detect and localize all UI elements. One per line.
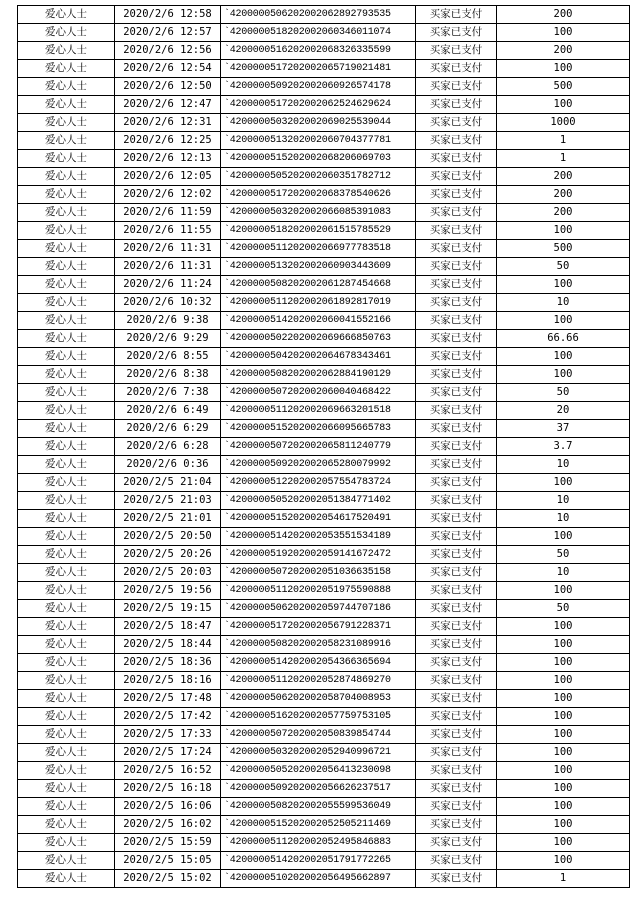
payment-time-cell: 2020/2/6 12:13 [115,150,221,168]
order-number-cell: `4200000506202002058704008953 [221,690,416,708]
payment-status-cell: 买家已支付 [416,240,497,258]
donor-name-cell: 爱心人士 [18,114,115,132]
donor-name-cell: 爱心人士 [18,564,115,582]
table-row [18,348,630,366]
order-number-cell: `4200000511202002066977783518 [221,240,416,258]
table-row [18,654,630,672]
amount-cell: 100 [497,672,630,690]
table-row [18,816,630,834]
payment-status-cell: 买家已支付 [416,258,497,276]
amount-cell: 100 [497,618,630,636]
donor-name-cell: 爱心人士 [18,582,115,600]
donor-name-cell: 爱心人士 [18,780,115,798]
donor-name-cell: 爱心人士 [18,654,115,672]
payment-status-cell: 买家已支付 [416,402,497,420]
amount-cell: 200 [497,42,630,60]
payment-time-cell: 2020/2/6 6:29 [115,420,221,438]
payment-time-cell: 2020/2/5 18:44 [115,636,221,654]
order-number-cell: `4200000512202002057554783724 [221,474,416,492]
table-row [18,6,630,24]
order-number-cell: `4200000509202002056626237517 [221,780,416,798]
payment-time-cell: 2020/2/6 12:50 [115,78,221,96]
donor-name-cell: 爱心人士 [18,222,115,240]
payment-status-cell: 买家已支付 [416,618,497,636]
payment-time-cell: 2020/2/5 19:15 [115,600,221,618]
donor-name-cell: 爱心人士 [18,618,115,636]
payment-status-cell: 买家已支付 [416,366,497,384]
table-row [18,780,630,798]
amount-cell: 10 [497,564,630,582]
order-number-cell: `4200000516202002068326335599 [221,42,416,60]
amount-cell: 100 [497,474,630,492]
donor-name-cell: 爱心人士 [18,816,115,834]
amount-cell: 1 [497,870,630,888]
payment-time-cell: 2020/2/6 11:59 [115,204,221,222]
table-row [18,294,630,312]
order-number-cell: `4200000502202002069666850763 [221,330,416,348]
amount-cell: 3.7 [497,438,630,456]
amount-cell: 500 [497,240,630,258]
table-row [18,114,630,132]
payment-status-cell: 买家已支付 [416,276,497,294]
amount-cell: 1000 [497,114,630,132]
amount-cell: 100 [497,834,630,852]
order-number-cell: `4200000507202002065811240779 [221,438,416,456]
payment-status-cell: 买家已支付 [416,420,497,438]
payment-status-cell: 买家已支付 [416,204,497,222]
amount-cell: 100 [497,690,630,708]
table-row [18,726,630,744]
payment-time-cell: 2020/2/5 21:01 [115,510,221,528]
amount-cell: 100 [497,60,630,78]
table-row [18,636,630,654]
payment-time-cell: 2020/2/6 11:24 [115,276,221,294]
donor-name-cell: 爱心人士 [18,402,115,420]
amount-cell: 200 [497,168,630,186]
payment-time-cell: 2020/2/5 16:02 [115,816,221,834]
table-row [18,690,630,708]
donor-name-cell: 爱心人士 [18,456,115,474]
ledger-body [18,6,630,888]
amount-cell: 20 [497,402,630,420]
order-number-cell: `4200000507202002060040468422 [221,384,416,402]
payment-time-cell: 2020/2/5 15:02 [115,870,221,888]
amount-cell: 100 [497,222,630,240]
table-row [18,438,630,456]
order-number-cell: `4200000517202002062524629624 [221,96,416,114]
donor-name-cell: 爱心人士 [18,870,115,888]
table-row [18,870,630,888]
amount-cell: 100 [497,366,630,384]
amount-cell: 100 [497,852,630,870]
order-number-cell: `4200000508202002061287454668 [221,276,416,294]
table-row [18,42,630,60]
order-number-cell: `4200000513202002060704377781 [221,132,416,150]
payment-time-cell: 2020/2/6 12:47 [115,96,221,114]
payment-time-cell: 2020/2/6 11:31 [115,240,221,258]
payment-time-cell: 2020/2/6 0:36 [115,456,221,474]
amount-cell: 1 [497,132,630,150]
amount-cell: 100 [497,312,630,330]
payment-time-cell: 2020/2/5 17:33 [115,726,221,744]
payment-status-cell: 买家已支付 [416,150,497,168]
payment-status-cell: 买家已支付 [416,780,497,798]
payment-status-cell: 买家已支付 [416,708,497,726]
amount-cell: 10 [497,510,630,528]
order-number-cell: `4200000514202002053551534189 [221,528,416,546]
order-number-cell: `4200000519202002059141672472 [221,546,416,564]
payment-status-cell: 买家已支付 [416,816,497,834]
payment-status-cell: 买家已支付 [416,456,497,474]
payment-status-cell: 买家已支付 [416,6,497,24]
payment-time-cell: 2020/2/5 15:05 [115,852,221,870]
donor-name-cell: 爱心人士 [18,420,115,438]
payment-status-cell: 买家已支付 [416,798,497,816]
payment-time-cell: 2020/2/6 11:55 [115,222,221,240]
table-row [18,510,630,528]
amount-cell: 100 [497,528,630,546]
payment-time-cell: 2020/2/5 20:50 [115,528,221,546]
payment-status-cell: 买家已支付 [416,114,497,132]
payment-time-cell: 2020/2/5 18:16 [115,672,221,690]
donor-name-cell: 爱心人士 [18,168,115,186]
table-row [18,276,630,294]
amount-cell: 200 [497,6,630,24]
order-number-cell: `4200000505202002051384771402 [221,492,416,510]
payment-time-cell: 2020/2/6 9:38 [115,312,221,330]
table-row [18,492,630,510]
order-number-cell: `4200000514202002060041552166 [221,312,416,330]
amount-cell: 37 [497,420,630,438]
table-row [18,186,630,204]
payment-status-cell: 买家已支付 [416,762,497,780]
payment-time-cell: 2020/2/6 12:25 [115,132,221,150]
donor-name-cell: 爱心人士 [18,492,115,510]
payment-time-cell: 2020/2/6 12:56 [115,42,221,60]
amount-cell: 100 [497,762,630,780]
payment-status-cell: 买家已支付 [416,744,497,762]
payment-status-cell: 买家已支付 [416,528,497,546]
payment-status-cell: 买家已支付 [416,96,497,114]
amount-cell: 100 [497,654,630,672]
payment-status-cell: 买家已支付 [416,492,497,510]
order-number-cell: `4200000511202002051975590888 [221,582,416,600]
payment-status-cell: 买家已支付 [416,186,497,204]
table-row [18,600,630,618]
table-row [18,384,630,402]
payment-time-cell: 2020/2/6 8:38 [115,366,221,384]
payment-time-cell: 2020/2/6 7:38 [115,384,221,402]
amount-cell: 100 [497,816,630,834]
donor-name-cell: 爱心人士 [18,384,115,402]
donor-name-cell: 爱心人士 [18,60,115,78]
table-row [18,60,630,78]
payment-time-cell: 2020/2/6 12:54 [115,60,221,78]
donor-name-cell: 爱心人士 [18,186,115,204]
donor-name-cell: 爱心人士 [18,834,115,852]
payment-status-cell: 买家已支付 [416,834,497,852]
donor-name-cell: 爱心人士 [18,528,115,546]
amount-cell: 66.66 [497,330,630,348]
donor-name-cell: 爱心人士 [18,42,115,60]
table-row [18,312,630,330]
donor-name-cell: 爱心人士 [18,510,115,528]
order-number-cell: `4200000504202002064678343461 [221,348,416,366]
order-number-cell: `4200000517202002065719021481 [221,60,416,78]
payment-status-cell: 买家已支付 [416,852,497,870]
payment-status-cell: 买家已支付 [416,312,497,330]
table-row [18,150,630,168]
donor-name-cell: 爱心人士 [18,294,115,312]
donor-name-cell: 爱心人士 [18,330,115,348]
order-number-cell: `4200000503202002069025539044 [221,114,416,132]
donor-name-cell: 爱心人士 [18,672,115,690]
donor-name-cell: 爱心人士 [18,276,115,294]
amount-cell: 100 [497,744,630,762]
table-row [18,132,630,150]
payment-status-cell: 买家已支付 [416,330,497,348]
amount-cell: 10 [497,294,630,312]
order-number-cell: `4200000514202002051791772265 [221,852,416,870]
payment-time-cell: 2020/2/5 16:06 [115,798,221,816]
order-number-cell: `4200000511202002052874869270 [221,672,416,690]
table-row [18,222,630,240]
payment-status-cell: 买家已支付 [416,78,497,96]
amount-cell: 200 [497,186,630,204]
order-number-cell: `4200000517202002056791228371 [221,618,416,636]
order-number-cell: `4200000506202002059744707186 [221,600,416,618]
amount-cell: 100 [497,582,630,600]
order-number-cell: `4200000509202002065280079992 [221,456,416,474]
order-number-cell: `4200000515202002052505211469 [221,816,416,834]
table-row [18,240,630,258]
donor-name-cell: 爱心人士 [18,24,115,42]
payment-time-cell: 2020/2/5 15:59 [115,834,221,852]
payment-time-cell: 2020/2/6 12:57 [115,24,221,42]
order-number-cell: `4200000516202002057759753105 [221,708,416,726]
table-row [18,330,630,348]
table-row [18,78,630,96]
payment-time-cell: 2020/2/5 19:56 [115,582,221,600]
table-row [18,366,630,384]
amount-cell: 100 [497,726,630,744]
order-number-cell: `4200000518202002060346011074 [221,24,416,42]
order-number-cell: `4200000517202002068378540626 [221,186,416,204]
donor-name-cell: 爱心人士 [18,546,115,564]
payment-status-cell: 买家已支付 [416,348,497,366]
order-number-cell: `4200000503202002066085391083 [221,204,416,222]
amount-cell: 100 [497,96,630,114]
table-row [18,204,630,222]
table-row [18,798,630,816]
payment-status-cell: 买家已支付 [416,582,497,600]
order-number-cell: `4200000507202002051036635158 [221,564,416,582]
amount-cell: 500 [497,78,630,96]
payment-time-cell: 2020/2/6 10:32 [115,294,221,312]
amount-cell: 1 [497,150,630,168]
table-row [18,474,630,492]
donor-name-cell: 爱心人士 [18,474,115,492]
payment-status-cell: 买家已支付 [416,654,497,672]
table-row [18,618,630,636]
payment-status-cell: 买家已支付 [416,168,497,186]
donor-name-cell: 爱心人士 [18,690,115,708]
payment-time-cell: 2020/2/6 11:31 [115,258,221,276]
payment-time-cell: 2020/2/5 17:48 [115,690,221,708]
table-row [18,402,630,420]
payment-time-cell: 2020/2/5 20:26 [115,546,221,564]
order-number-cell: `4200000511202002069663201518 [221,402,416,420]
donor-name-cell: 爱心人士 [18,312,115,330]
table-row [18,168,630,186]
amount-cell: 50 [497,258,630,276]
order-number-cell: `4200000515202002066095665783 [221,420,416,438]
amount-cell: 10 [497,492,630,510]
order-number-cell: `4200000515202002054617520491 [221,510,416,528]
amount-cell: 100 [497,636,630,654]
donor-name-cell: 爱心人士 [18,240,115,258]
payment-time-cell: 2020/2/5 17:42 [115,708,221,726]
amount-cell: 100 [497,780,630,798]
table-row [18,708,630,726]
payment-status-cell: 买家已支付 [416,510,497,528]
donation-ledger-table [17,5,630,888]
order-number-cell: `4200000511202002052495846883 [221,834,416,852]
amount-cell: 200 [497,204,630,222]
donor-name-cell: 爱心人士 [18,762,115,780]
order-number-cell: `4200000508202002055599536049 [221,798,416,816]
payment-time-cell: 2020/2/5 18:47 [115,618,221,636]
order-number-cell: `4200000506202002062892793535 [221,6,416,24]
payment-time-cell: 2020/2/6 12:31 [115,114,221,132]
donor-name-cell: 爱心人士 [18,96,115,114]
payment-time-cell: 2020/2/5 16:52 [115,762,221,780]
payment-status-cell: 买家已支付 [416,24,497,42]
payment-status-cell: 买家已支付 [416,384,497,402]
order-number-cell: `4200000507202002050839854744 [221,726,416,744]
payment-time-cell: 2020/2/6 12:05 [115,168,221,186]
donor-name-cell: 爱心人士 [18,150,115,168]
amount-cell: 100 [497,276,630,294]
table-row [18,852,630,870]
payment-time-cell: 2020/2/5 21:04 [115,474,221,492]
table-row [18,762,630,780]
table-row [18,564,630,582]
donor-name-cell: 爱心人士 [18,348,115,366]
payment-time-cell: 2020/2/5 18:36 [115,654,221,672]
order-number-cell: `4200000503202002052940996721 [221,744,416,762]
payment-status-cell: 买家已支付 [416,546,497,564]
order-number-cell: `4200000505202002056413230098 [221,762,416,780]
donor-name-cell: 爱心人士 [18,708,115,726]
order-number-cell: `4200000508202002058231089916 [221,636,416,654]
payment-status-cell: 买家已支付 [416,474,497,492]
donor-name-cell: 爱心人士 [18,726,115,744]
table-row [18,456,630,474]
order-number-cell: `4200000505202002060351782712 [221,168,416,186]
payment-status-cell: 买家已支付 [416,636,497,654]
table-row [18,420,630,438]
payment-time-cell: 2020/2/6 6:28 [115,438,221,456]
donor-name-cell: 爱心人士 [18,600,115,618]
amount-cell: 50 [497,384,630,402]
table-row [18,24,630,42]
payment-status-cell: 买家已支付 [416,132,497,150]
table-row [18,528,630,546]
amount-cell: 10 [497,456,630,474]
order-number-cell: `4200000508202002062884190129 [221,366,416,384]
payment-time-cell: 2020/2/5 20:03 [115,564,221,582]
donor-name-cell: 爱心人士 [18,258,115,276]
payment-time-cell: 2020/2/6 6:49 [115,402,221,420]
donor-name-cell: 爱心人士 [18,744,115,762]
payment-status-cell: 买家已支付 [416,726,497,744]
donor-name-cell: 爱心人士 [18,366,115,384]
order-number-cell: `4200000513202002060903443609 [221,258,416,276]
payment-time-cell: 2020/2/5 16:18 [115,780,221,798]
table-row [18,258,630,276]
payment-time-cell: 2020/2/5 21:03 [115,492,221,510]
payment-status-cell: 买家已支付 [416,222,497,240]
payment-status-cell: 买家已支付 [416,564,497,582]
payment-status-cell: 买家已支付 [416,672,497,690]
table-row [18,582,630,600]
payment-status-cell: 买家已支付 [416,42,497,60]
donor-name-cell: 爱心人士 [18,438,115,456]
payment-time-cell: 2020/2/6 8:55 [115,348,221,366]
table-row [18,96,630,114]
table-row [18,744,630,762]
table-row [18,672,630,690]
donor-name-cell: 爱心人士 [18,132,115,150]
payment-status-cell: 买家已支付 [416,60,497,78]
donor-name-cell: 爱心人士 [18,6,115,24]
order-number-cell: `4200000509202002060926574178 [221,78,416,96]
payment-status-cell: 买家已支付 [416,690,497,708]
order-number-cell: `4200000518202002061515785529 [221,222,416,240]
payment-time-cell: 2020/2/6 9:29 [115,330,221,348]
amount-cell: 100 [497,348,630,366]
payment-status-cell: 买家已支付 [416,600,497,618]
donor-name-cell: 爱心人士 [18,852,115,870]
payment-time-cell: 2020/2/5 17:24 [115,744,221,762]
table-row [18,546,630,564]
order-number-cell: `4200000510202002056495662897 [221,870,416,888]
amount-cell: 50 [497,546,630,564]
donor-name-cell: 爱心人士 [18,798,115,816]
payment-status-cell: 买家已支付 [416,438,497,456]
table-row [18,834,630,852]
donor-name-cell: 爱心人士 [18,78,115,96]
amount-cell: 100 [497,708,630,726]
order-number-cell: `4200000514202002054366365694 [221,654,416,672]
order-number-cell: `4200000511202002061892817019 [221,294,416,312]
payment-time-cell: 2020/2/6 12:58 [115,6,221,24]
amount-cell: 100 [497,24,630,42]
amount-cell: 50 [497,600,630,618]
payment-time-cell: 2020/2/6 12:02 [115,186,221,204]
order-number-cell: `4200000515202002068206069703 [221,150,416,168]
payment-status-cell: 买家已支付 [416,870,497,888]
amount-cell: 100 [497,798,630,816]
donor-name-cell: 爱心人士 [18,204,115,222]
donor-name-cell: 爱心人士 [18,636,115,654]
payment-status-cell: 买家已支付 [416,294,497,312]
